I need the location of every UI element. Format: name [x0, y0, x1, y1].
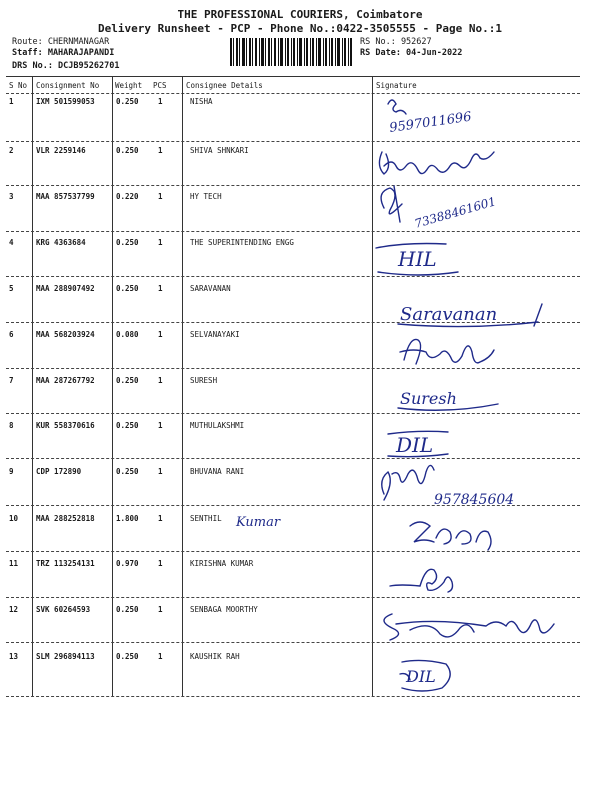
- handwritten-mark: HIL: [398, 247, 437, 271]
- cell-consignment: KRG 4363684: [36, 238, 86, 247]
- handwritten-number: 73388461601: [412, 194, 498, 231]
- cell-pcs: 1: [158, 514, 163, 523]
- handwritten-mark: DIL: [396, 433, 434, 457]
- cell-sno: 2: [9, 146, 14, 155]
- signature-row-11: [370, 556, 520, 596]
- cell-weight: 0.970: [116, 559, 139, 568]
- cell-consignee: SENBAGA MOORTHY: [190, 605, 258, 614]
- cell-sno: 6: [9, 330, 14, 339]
- signature-row-10: [370, 512, 520, 552]
- cell-weight: 0.250: [116, 467, 139, 476]
- cell-pcs: 1: [158, 605, 163, 614]
- cell-consignment: IXM 501599053: [36, 97, 95, 106]
- cell-consignee: SELVANAYAKI: [190, 330, 240, 339]
- staff-label: Staff: MAHARAJAPANDI: [12, 48, 115, 58]
- company-title: THE PROFESSIONAL COURIERS, Coimbatore: [177, 8, 423, 21]
- cell-pcs: 1: [158, 559, 163, 568]
- cell-consignee: NISHA: [190, 97, 213, 106]
- route-label: Route: CHERNMANAGAR: [12, 37, 110, 47]
- cell-consignee: BHUVANA RANI: [190, 467, 245, 476]
- cell-weight: 0.250: [116, 421, 139, 430]
- cell-consignee: THE SUPERINTENDING ENGG: [190, 238, 294, 247]
- cell-sno: 9: [9, 467, 14, 476]
- handwritten-surname: Kumar: [236, 515, 281, 530]
- column-divider: [32, 76, 33, 696]
- barcode-image: [230, 38, 352, 66]
- column-divider: [182, 76, 183, 696]
- rs-number: RS No.: 952627: [360, 37, 432, 47]
- cell-sno: 12: [9, 605, 19, 614]
- cell-consignment: KUR 558370616: [36, 421, 95, 430]
- handwritten-mark: DIL: [406, 667, 436, 686]
- row-rule: [6, 141, 580, 142]
- cell-pcs: 1: [158, 238, 163, 247]
- signature-row-8: [370, 424, 490, 460]
- cell-weight: 0.250: [116, 284, 139, 293]
- cell-sno: 13: [9, 652, 19, 661]
- cell-consignee: SHIVA SHNKARI: [190, 146, 249, 155]
- cell-consignment: TRZ 113254131: [36, 559, 95, 568]
- cell-consignment: SVK 60264593: [36, 605, 91, 614]
- signature-row-3: [370, 178, 520, 234]
- cell-consignment: VLR 2259146: [36, 146, 86, 155]
- drs-number: DRS No.: DCJB95262701: [12, 61, 120, 71]
- cell-weight: 0.250: [116, 97, 139, 106]
- signature-row-7: [370, 380, 520, 416]
- cell-consignment: CDP 172890: [36, 467, 82, 476]
- signature-row-9: [370, 460, 560, 510]
- cell-pcs: 1: [158, 652, 163, 661]
- row-rule: [6, 597, 580, 598]
- cell-weight: 0.220: [116, 192, 139, 201]
- cell-consignment: MAA 568203924: [36, 330, 95, 339]
- cell-pcs: 1: [158, 376, 163, 385]
- cell-consignment: MAA 288252818: [36, 514, 95, 523]
- cell-sno: 4: [9, 238, 14, 247]
- cell-pcs: 1: [158, 421, 163, 430]
- column-divider: [112, 76, 113, 696]
- cell-consignment: MAA 288907492: [36, 284, 95, 293]
- cell-pcs: 1: [158, 467, 163, 476]
- cell-consignee: SARAVANAN: [190, 284, 231, 293]
- rs-date: RS Date: 04-Jun-2022: [360, 48, 463, 58]
- cell-pcs: 1: [158, 146, 163, 155]
- cell-consignee: KAUSHIK RAH: [190, 652, 240, 661]
- cell-sno: 5: [9, 284, 14, 293]
- cell-weight: 0.250: [116, 238, 139, 247]
- header-sno: S No: [9, 81, 28, 90]
- cell-consignee: SURESH: [190, 376, 218, 385]
- header-consignee: Consignee Details: [186, 81, 263, 90]
- cell-weight: 0.250: [116, 652, 139, 661]
- header-consignment: Consignment No: [36, 81, 100, 90]
- row-rule: [6, 458, 580, 459]
- cell-consignee: MUTHULAKSHMI: [190, 421, 245, 430]
- cell-consignment: MAA 857537799: [36, 192, 95, 201]
- cell-weight: 0.250: [116, 376, 139, 385]
- cell-pcs: 1: [158, 97, 163, 106]
- cell-sno: 3: [9, 192, 14, 201]
- cell-weight: 1.800: [116, 514, 139, 523]
- handwritten-name: Suresh: [400, 389, 457, 408]
- cell-consignee: HY TECH: [190, 192, 222, 201]
- signature-row-5: [370, 296, 570, 330]
- cell-sno: 10: [9, 514, 19, 523]
- cell-weight: 0.250: [116, 605, 139, 614]
- cell-consignment: SLM 296894113: [36, 652, 95, 661]
- runsheet-subtitle: Delivery Runsheet - PCP - Phone No.:0422-3505555 - Page No.:1: [98, 22, 502, 35]
- header-pcs: PCS: [153, 81, 167, 90]
- cell-sno: 11: [9, 559, 19, 568]
- cell-pcs: 1: [158, 192, 163, 201]
- signature-row-1: [370, 94, 510, 140]
- handwritten-name: Saravanan: [400, 304, 498, 325]
- handwritten-phone: 9597011696: [388, 109, 473, 136]
- table-top-rule: [6, 76, 580, 77]
- cell-consignment: MAA 287267792: [36, 376, 95, 385]
- signature-row-12: [370, 600, 580, 644]
- handwritten-phone: 957845604: [434, 492, 515, 508]
- cell-sno: 7: [9, 376, 14, 385]
- cell-weight: 0.080: [116, 330, 139, 339]
- cell-weight: 0.250: [116, 146, 139, 155]
- signature-row-4: [370, 236, 520, 278]
- signature-row-6: [370, 330, 530, 370]
- table-bottom-rule: [6, 696, 580, 697]
- cell-sno: 1: [9, 97, 14, 106]
- cell-pcs: 1: [158, 284, 163, 293]
- cell-consignee: SENTHIL: [190, 514, 222, 523]
- signature-row-13: [370, 652, 490, 692]
- header-weight: Weight: [115, 81, 143, 90]
- cell-consignee: KIRISHNA KUMAR: [190, 559, 254, 568]
- handwritten-addition: [234, 510, 324, 532]
- header-signature: Signature: [376, 81, 417, 90]
- cell-sno: 8: [9, 421, 14, 430]
- cell-pcs: 1: [158, 330, 163, 339]
